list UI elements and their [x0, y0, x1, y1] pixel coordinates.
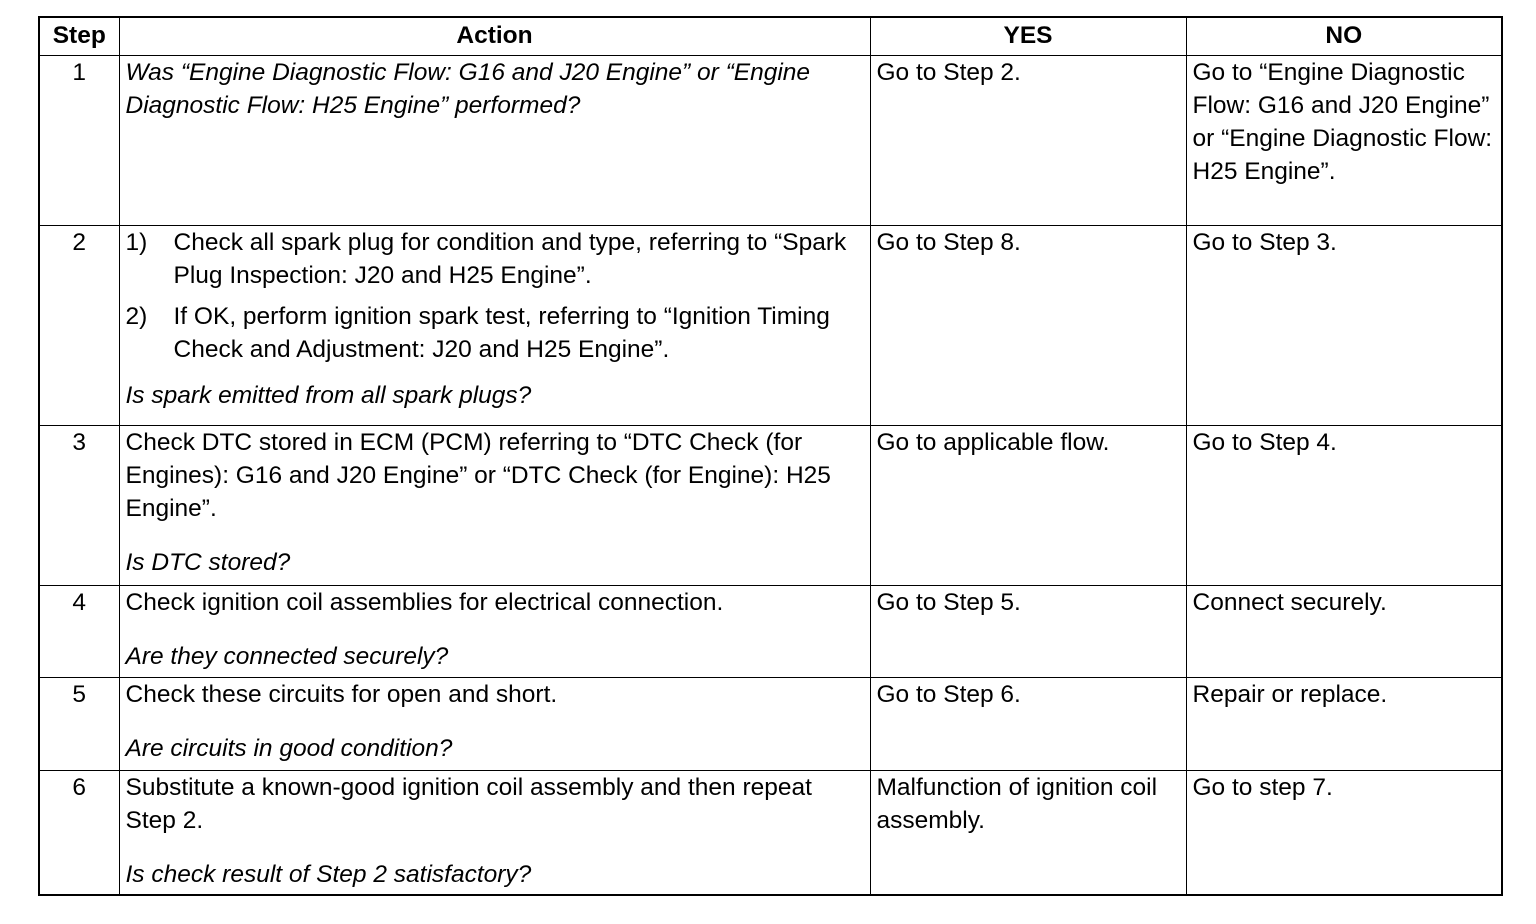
yes-cell: Go to Step 2. — [870, 55, 1186, 225]
no-cell: Go to “Engine Diagnostic Flow: G16 and J20 Engine” or “Engine Diagnostic Flow: H25 Engine”. — [1186, 55, 1502, 225]
sub-step-list — [126, 226, 864, 366]
header-action: Action — [119, 17, 870, 55]
yes-cell: Go to applicable flow. — [870, 425, 1186, 585]
header-no: NO — [1186, 17, 1502, 55]
no-cell: Repair or replace. — [1186, 677, 1502, 770]
action-text: Check ignition coil assemblies for electrical connection. — [125, 588, 724, 616]
table-row — [39, 55, 1502, 225]
action-question: Was “Engine Diagnostic Flow: G16 and J20 Engine” or “Engine Diagnostic Flow: H25 Engine” performed? — [125, 58, 811, 119]
sub-step-number: 1) — [125, 228, 148, 256]
header-row — [39, 17, 1502, 55]
yes-cell: Malfunction of ignition coil assembly. — [870, 770, 1186, 895]
action-text: Check DTC stored in ECM (PCM) referring to “DTC Check (for Engines): G16 and J20 Engine” or “DTC Check (for Engine): H25 Engine”. — [125, 428, 831, 522]
action-question: Is check result of Step 2 satisfactory? — [125, 860, 532, 888]
step-number: 4 — [39, 585, 119, 677]
yes-cell: Go to Step 8. — [870, 225, 1186, 425]
step-number: 1 — [39, 55, 119, 225]
action-text: Substitute a known-good ignition coil assembly and then repeat Step 2. — [125, 773, 812, 834]
sub-step-text: If OK, perform ignition spark test, referring to “Ignition Timing Check and Adjustment: J20 and H25 Engine”. — [173, 302, 830, 363]
table-row — [39, 425, 1502, 585]
step-number: 2 — [39, 225, 119, 425]
action-question: Are circuits in good condition? — [125, 734, 453, 762]
step-number: 6 — [39, 770, 119, 895]
step-number: 3 — [39, 425, 119, 585]
action-question: Are they connected securely? — [125, 642, 449, 670]
no-cell: Go to step 7. — [1186, 770, 1502, 895]
action-cell — [119, 425, 870, 585]
action-cell — [119, 770, 870, 895]
yes-cell: Go to Step 5. — [870, 585, 1186, 677]
header-yes: YES — [870, 17, 1186, 55]
step-number: 5 — [39, 677, 119, 770]
sub-step — [126, 226, 864, 292]
table-row — [39, 770, 1502, 895]
no-cell: Connect securely. — [1186, 585, 1502, 677]
action-cell — [119, 677, 870, 770]
action-text: Check these circuits for open and short. — [125, 680, 558, 708]
sub-step-text: Check all spark plug for condition and type, referring to “Spark Plug Inspection: J20 and H25 Engine”. — [173, 228, 847, 289]
no-cell: Go to Step 4. — [1186, 425, 1502, 585]
table-body — [39, 55, 1502, 895]
header-step: Step — [39, 17, 119, 55]
sub-step-number: 2) — [125, 302, 148, 330]
table-row — [39, 225, 1502, 425]
no-cell: Go to Step 3. — [1186, 225, 1502, 425]
action-question: Is DTC stored? — [125, 548, 291, 576]
action-cell — [119, 225, 870, 425]
table-header — [39, 17, 1502, 55]
action-cell — [119, 585, 870, 677]
yes-cell: Go to Step 6. — [870, 677, 1186, 770]
action-question: Is spark emitted from all spark plugs? — [125, 381, 532, 409]
diagnostic-table — [38, 16, 1503, 896]
table-row — [39, 677, 1502, 770]
table-row — [39, 585, 1502, 677]
action-cell — [119, 55, 870, 225]
sub-step — [126, 300, 864, 366]
